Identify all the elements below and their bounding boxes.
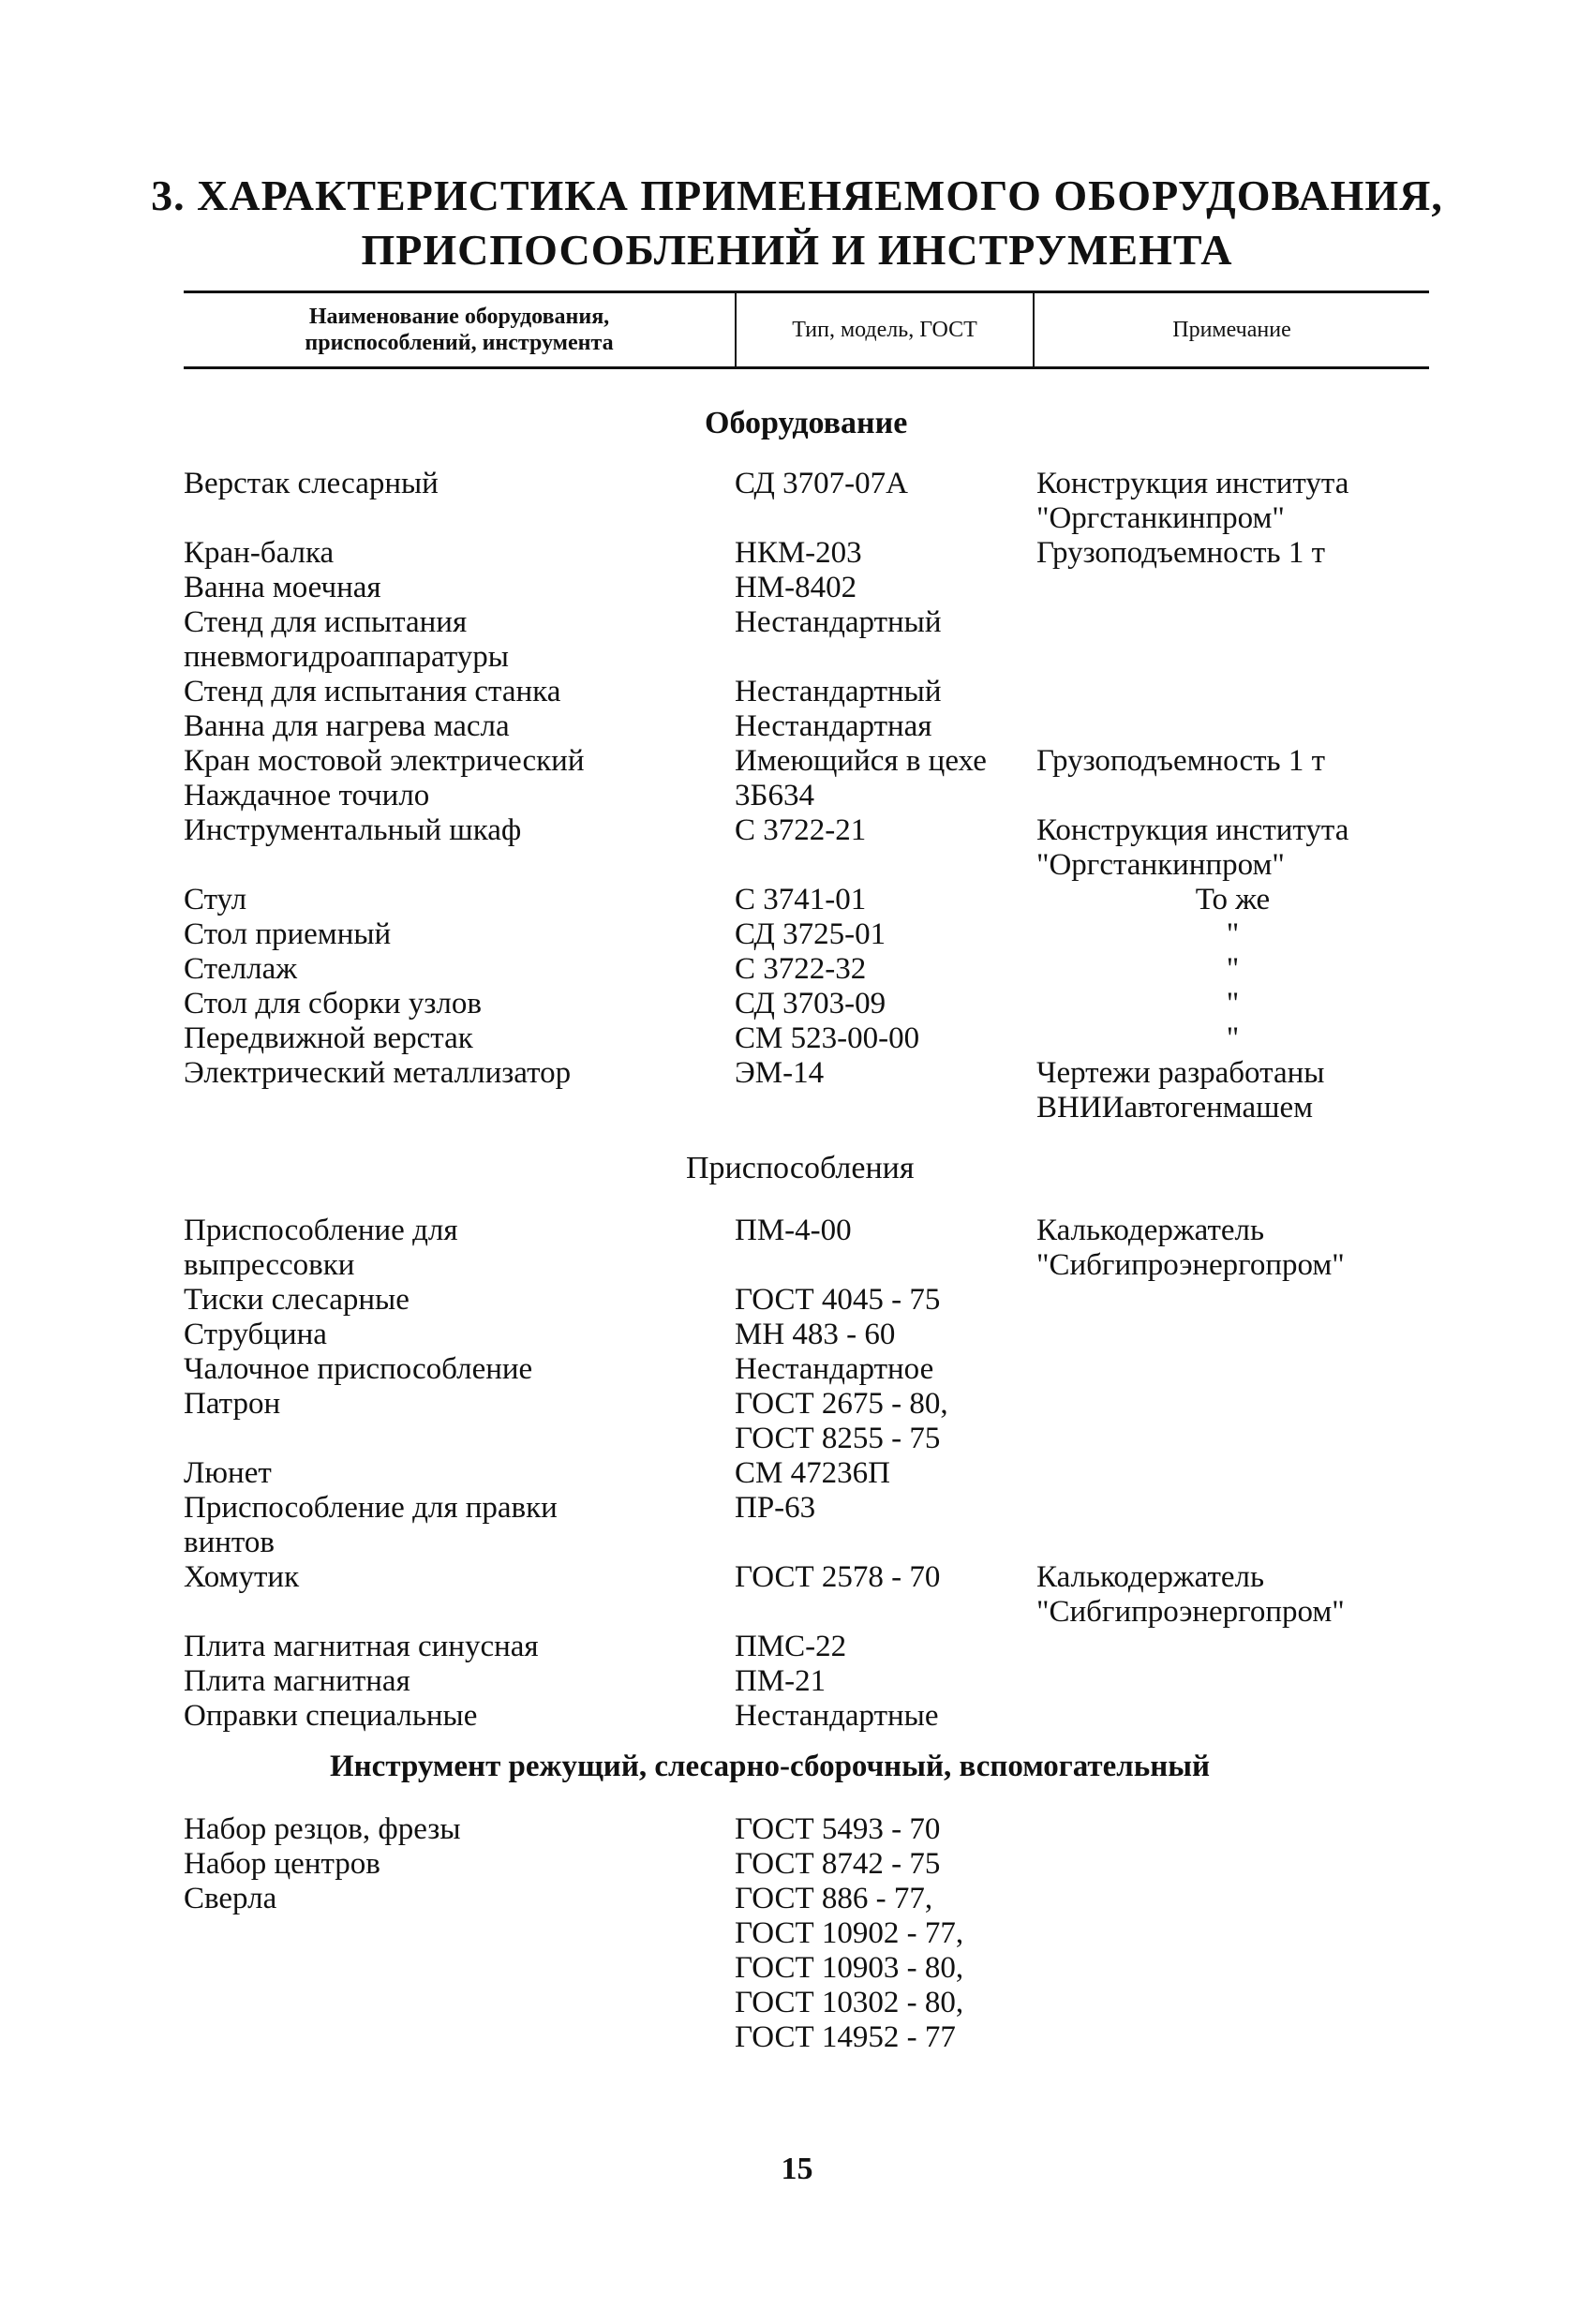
table-row bbox=[184, 779, 1429, 813]
item-type: Нестандартные bbox=[735, 1699, 939, 1733]
item-type: СМ 47236П bbox=[735, 1456, 890, 1490]
item-note bbox=[1036, 1882, 1429, 2055]
table-row bbox=[184, 987, 1429, 1021]
header-type-label: Тип, модель, ГОСТ bbox=[792, 318, 977, 342]
item-type: С 3722-32 bbox=[735, 952, 867, 986]
page-title bbox=[141, 169, 1453, 277]
item-type: Нестандартное bbox=[735, 1352, 934, 1386]
item-name: Струбцина bbox=[184, 1318, 327, 1351]
item-note: " bbox=[1226, 1021, 1240, 1055]
table-row bbox=[184, 1491, 1429, 1560]
table-row bbox=[184, 1812, 1429, 1847]
item-note: То же bbox=[1195, 883, 1271, 916]
item-note: " bbox=[1226, 952, 1240, 986]
header-type-column bbox=[735, 293, 1035, 366]
item-name: Стеллаж bbox=[184, 952, 298, 986]
item-name: Стол для сборки узлов bbox=[184, 987, 482, 1020]
page-title-line-2: ПРИСПОСОБЛЕНИЙ И ИНСТРУМЕНТА bbox=[361, 226, 1233, 274]
item-type: СД 3703-09 bbox=[735, 987, 886, 1020]
table-row bbox=[184, 571, 1429, 605]
item-name: Набор резцов, фрезы bbox=[184, 1812, 461, 1846]
table-row bbox=[184, 709, 1429, 744]
item-name: Приспособление для выпрессовки bbox=[184, 1214, 458, 1282]
table-row bbox=[184, 1630, 1429, 1664]
item-name: Чалочное приспособление bbox=[184, 1352, 533, 1386]
item-type: ГОСТ 2675 - 80, ГОСТ 8255 - 75 bbox=[735, 1387, 948, 1455]
table-row bbox=[184, 952, 1429, 987]
item-type: ГОСТ 2578 - 70 bbox=[735, 1560, 941, 1594]
item-name: Стенд для испытания пневмогидроаппаратуры bbox=[184, 605, 509, 674]
item-type: ПМ-4-00 bbox=[735, 1214, 852, 1247]
item-type: ПМ-21 bbox=[735, 1664, 827, 1698]
item-note bbox=[1036, 1630, 1429, 1664]
item-type: ГОСТ 5493 - 70 bbox=[735, 1812, 941, 1846]
item-note: " bbox=[1226, 987, 1240, 1020]
item-note: Калькодержатель "Сибгипроэнергопром" bbox=[1036, 1560, 1345, 1629]
fixtures-table bbox=[184, 1214, 1429, 1734]
page-title-line-1: 3. ХАРАКТЕРИСТИКА ПРИМЕНЯЕМОГО ОБОРУДОВАНИЯ, bbox=[151, 171, 1443, 219]
item-note: Грузоподъемность 1 т bbox=[1036, 536, 1326, 570]
table-row bbox=[184, 1560, 1429, 1630]
item-type: Имеющийся в цехе bbox=[735, 744, 987, 778]
table-row bbox=[184, 1283, 1429, 1318]
table-row bbox=[184, 1664, 1429, 1699]
item-name: Сверла bbox=[184, 1882, 277, 1915]
item-name: Плита магнитная bbox=[184, 1664, 410, 1698]
item-note: Грузоподъемность 1 т bbox=[1036, 744, 1326, 778]
item-note bbox=[1036, 605, 1429, 675]
table-row bbox=[184, 1056, 1429, 1125]
table-row bbox=[184, 675, 1429, 709]
item-note bbox=[1036, 779, 1429, 813]
item-note bbox=[1036, 1318, 1429, 1352]
item-type: СД 3725-01 bbox=[735, 917, 886, 951]
item-name: Стул bbox=[184, 883, 247, 916]
equipment-table bbox=[184, 467, 1429, 1125]
item-note bbox=[1036, 571, 1429, 605]
table-row bbox=[184, 1456, 1429, 1491]
table-row bbox=[184, 605, 1429, 675]
table-row bbox=[184, 1318, 1429, 1352]
item-name: Приспособление для правки винтов bbox=[184, 1491, 558, 1559]
item-name: Инструментальный шкаф bbox=[184, 813, 522, 847]
table-row bbox=[184, 744, 1429, 779]
table-row bbox=[184, 1387, 1429, 1456]
item-note bbox=[1036, 1491, 1429, 1560]
section-title-equipment: Оборудование bbox=[705, 406, 908, 440]
table-row bbox=[184, 1352, 1429, 1387]
table-row bbox=[184, 813, 1429, 883]
item-name: Тиски слесарные bbox=[184, 1283, 410, 1317]
item-name: Хомутик bbox=[184, 1560, 300, 1594]
item-name: Кран мостовой электрический bbox=[184, 744, 585, 778]
item-note: Калькодержатель "Сибгипроэнергопром" bbox=[1036, 1214, 1345, 1282]
table-header bbox=[184, 290, 1429, 369]
item-note bbox=[1036, 1664, 1429, 1699]
item-note bbox=[1036, 1283, 1429, 1318]
header-name-column bbox=[184, 293, 735, 366]
item-type: ЭМ-14 bbox=[735, 1056, 825, 1090]
item-type: Нестандартный bbox=[735, 675, 942, 708]
item-type: ПР-63 bbox=[735, 1491, 816, 1525]
table-row bbox=[184, 1699, 1429, 1734]
item-note bbox=[1036, 1352, 1429, 1387]
item-type: НКМ-203 bbox=[735, 536, 862, 570]
item-note: Конструкция института "Оргстанкинпром" bbox=[1036, 467, 1349, 535]
table-row bbox=[184, 1882, 1429, 2055]
item-note: " bbox=[1226, 917, 1240, 951]
item-type: 3Б634 bbox=[735, 779, 814, 812]
item-name: Плита магнитная синусная bbox=[184, 1630, 539, 1663]
table-row bbox=[184, 883, 1429, 917]
item-name: Верстак слесарный bbox=[184, 467, 439, 500]
item-type: СД 3707-07А bbox=[735, 467, 908, 500]
item-note bbox=[1036, 1387, 1429, 1456]
section-title-tools: Инструмент режущий, слесарно-сборочный, вспомогательный bbox=[330, 1750, 1211, 1783]
table-row bbox=[184, 917, 1429, 952]
header-name-label: Наименование оборудования, приспособлений, инструмента bbox=[305, 305, 614, 355]
page-number: 15 bbox=[781, 2152, 813, 2186]
item-name: Патрон bbox=[184, 1387, 281, 1421]
item-note bbox=[1036, 1699, 1429, 1734]
item-type: Нестандартная bbox=[735, 709, 932, 743]
header-note-column bbox=[1035, 293, 1429, 366]
item-type: ГОСТ 8742 - 75 bbox=[735, 1847, 941, 1881]
item-type: Нестандартный bbox=[735, 605, 942, 639]
item-name: Люнет bbox=[184, 1456, 272, 1490]
item-type: НМ-8402 bbox=[735, 571, 857, 604]
item-note: Конструкция института "Оргстанкинпром" bbox=[1036, 813, 1349, 882]
item-note bbox=[1036, 1847, 1429, 1882]
item-type: ГОСТ 4045 - 75 bbox=[735, 1283, 941, 1317]
item-name: Кран-балка bbox=[184, 536, 335, 570]
item-name: Стенд для испытания станка bbox=[184, 675, 561, 708]
item-name: Ванна для нагрева масла bbox=[184, 709, 510, 743]
item-name: Ванна моечная bbox=[184, 571, 381, 604]
item-type: ГОСТ 886 - 77, ГОСТ 10902 - 77, ГОСТ 10903 - 80, ГОСТ 10302 - 80, ГОСТ 14952 - 77 bbox=[735, 1882, 964, 2054]
table-row bbox=[184, 1021, 1429, 1056]
header-note-label: Примечание bbox=[1172, 318, 1291, 342]
table-row bbox=[184, 1847, 1429, 1882]
section-title-fixtures: Приспособления bbox=[686, 1151, 915, 1185]
item-type: МН 483 - 60 bbox=[735, 1318, 896, 1351]
item-type: СМ 523-00-00 bbox=[735, 1021, 920, 1055]
item-name: Набор центров bbox=[184, 1847, 380, 1881]
item-note bbox=[1036, 1456, 1429, 1491]
item-name: Оправки специальные bbox=[184, 1699, 478, 1733]
item-type: ПМС-22 bbox=[735, 1630, 847, 1663]
table-row bbox=[184, 1214, 1429, 1283]
item-note: Чертежи разработаны ВНИИавтогенмашем bbox=[1036, 1056, 1325, 1125]
item-name: Электрический металлизатор bbox=[184, 1056, 572, 1090]
item-name: Передвижной верстак bbox=[184, 1021, 473, 1055]
tools-table bbox=[184, 1812, 1429, 2055]
table-row bbox=[184, 467, 1429, 536]
item-note bbox=[1036, 709, 1429, 744]
item-type: С 3722-21 bbox=[735, 813, 867, 847]
table-row bbox=[184, 536, 1429, 571]
item-note bbox=[1036, 675, 1429, 709]
item-type: С 3741-01 bbox=[735, 883, 867, 916]
item-name: Стол приемный bbox=[184, 917, 392, 951]
item-name: Наждачное точило bbox=[184, 779, 430, 812]
item-note bbox=[1036, 1812, 1429, 1847]
